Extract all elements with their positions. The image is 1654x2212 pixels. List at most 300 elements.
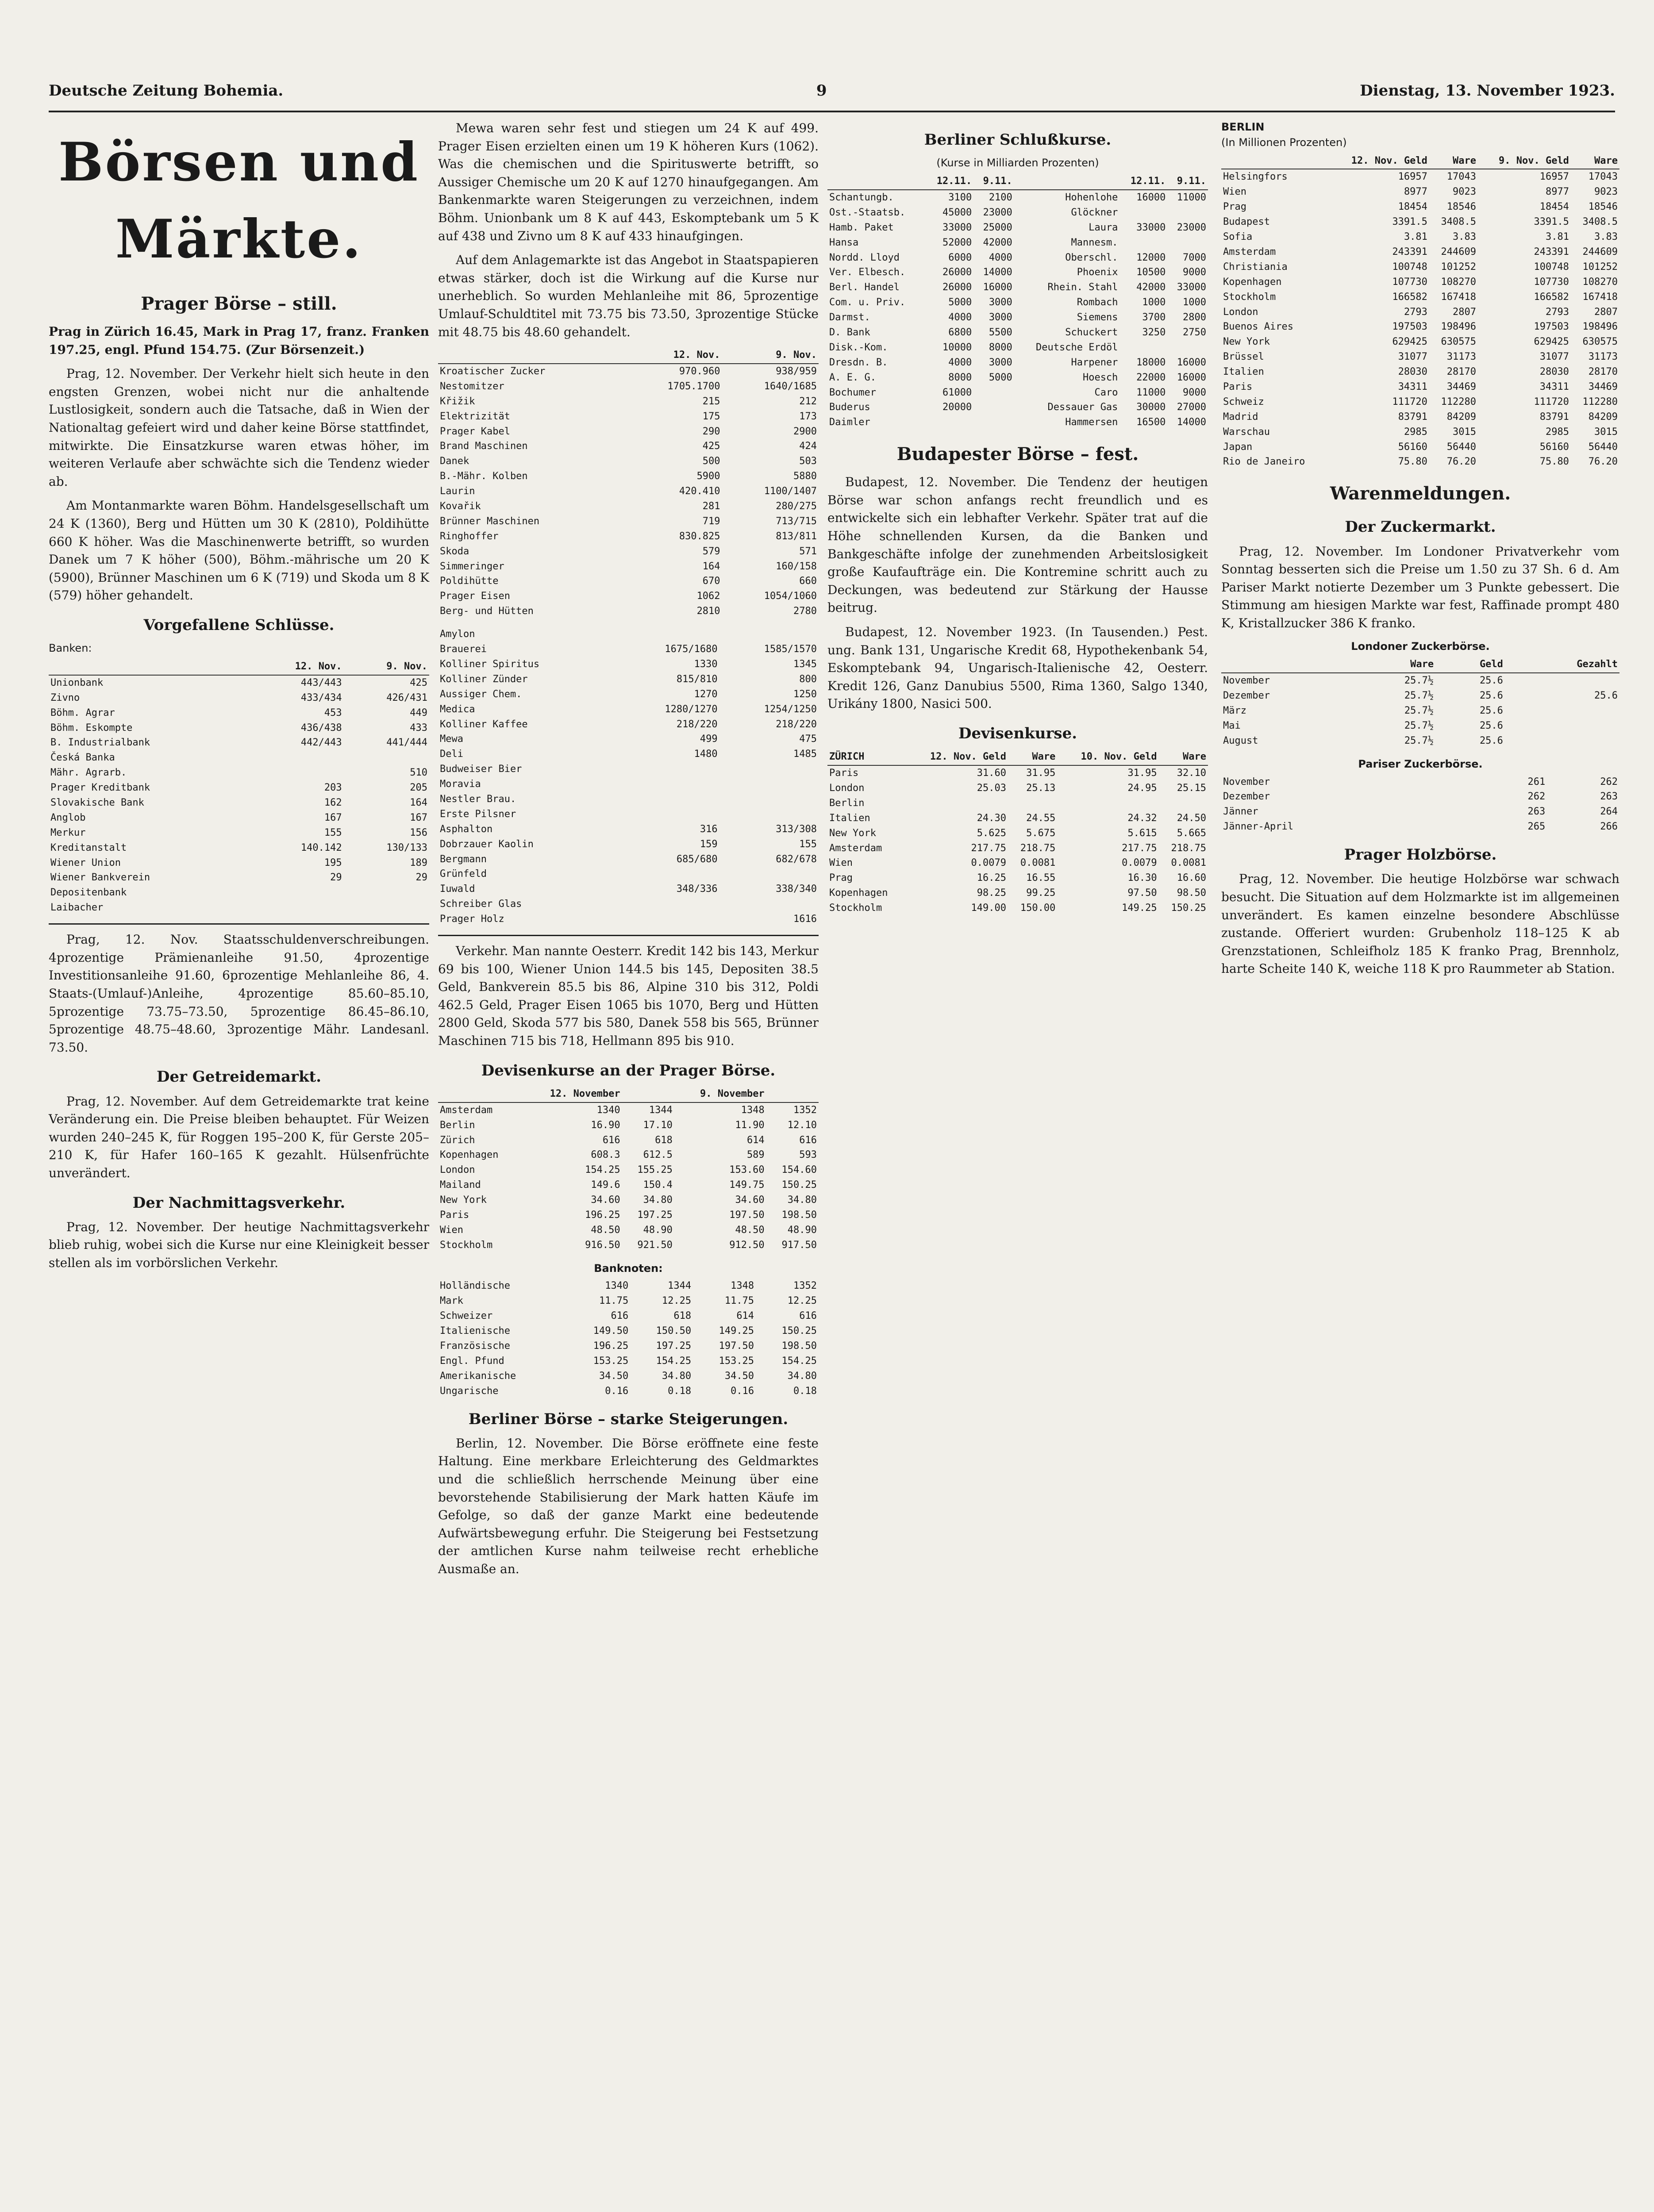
table-cell: 433 bbox=[410, 722, 427, 733]
banks-table bbox=[49, 659, 429, 915]
sugar-text: Prag, 12. November. Im Londoner Privatverkehr vom Sonntag besserten sich die Preise um 1.50 zu 37 Sh. 6 d. Am Pariser Markt notierte Dezember um 3 Punkte gebessert. Die Stimmung am hiesigen Markte war fest, Raffinade prompt 480 K, Kristallzucker 386 K franko. bbox=[1221, 544, 1619, 630]
table-cell: 2800 bbox=[1183, 312, 1206, 323]
table-cell: 18000 bbox=[1136, 357, 1166, 368]
table-cell: 263 bbox=[1527, 806, 1546, 818]
table-cell: Merkur bbox=[50, 827, 86, 838]
table-cell: Böhm. Agrar bbox=[50, 707, 115, 718]
table-cell: Kopenhagen bbox=[829, 887, 888, 899]
table-cell: 26000 bbox=[942, 267, 972, 278]
table-cell: 42000 bbox=[1136, 282, 1166, 293]
table-cell bbox=[719, 792, 819, 807]
table-cell: 31077 bbox=[1398, 351, 1427, 363]
table-row bbox=[827, 295, 1208, 310]
column-1 bbox=[49, 119, 429, 1279]
table-cell: Berl. Handel bbox=[829, 282, 900, 293]
table-cell: 16.25 bbox=[977, 872, 1007, 884]
table-cell: 155 bbox=[324, 827, 342, 838]
table-cell: London bbox=[440, 1164, 475, 1176]
table-row bbox=[1221, 184, 1619, 200]
table-cell bbox=[344, 885, 429, 900]
table-row bbox=[438, 604, 819, 619]
table-cell: 167418 bbox=[1441, 291, 1476, 303]
table-cell: 31.95 bbox=[1127, 768, 1157, 779]
table-cell: 0.16 bbox=[605, 1385, 629, 1397]
table-cell: Mähr. Agrarb. bbox=[50, 767, 127, 779]
table-cell: 27000 bbox=[1177, 402, 1206, 413]
table-cell bbox=[620, 867, 719, 882]
table-row bbox=[438, 627, 819, 642]
table-cell: 425 bbox=[410, 677, 427, 688]
table-row bbox=[438, 1324, 819, 1339]
table-cell: 196.25 bbox=[585, 1209, 620, 1221]
table-row bbox=[1221, 688, 1619, 703]
table-cell: Wien bbox=[440, 1224, 463, 1236]
issue-date: Dienstag, 13. November 1923. bbox=[1360, 82, 1615, 100]
page-number: 9 bbox=[816, 82, 827, 100]
table-cell: Danek bbox=[440, 456, 469, 467]
table-cell: 1054/1060 bbox=[764, 591, 817, 602]
table-cell: 197.25 bbox=[637, 1209, 673, 1221]
table-cell bbox=[620, 777, 719, 792]
table-cell: 25.6 bbox=[1594, 690, 1618, 702]
table-cell: 76.20 bbox=[1446, 456, 1476, 468]
table-cell: November bbox=[1223, 776, 1270, 787]
table-cell: 31173 bbox=[1446, 351, 1476, 363]
table-cell: 56160 bbox=[1539, 441, 1569, 453]
table-cell: 813/811 bbox=[776, 530, 817, 542]
table-cell: 616 bbox=[799, 1310, 817, 1322]
table-cell bbox=[719, 777, 819, 792]
table-cell: 61000 bbox=[942, 387, 972, 398]
table-cell: 1344 bbox=[668, 1280, 692, 1292]
table-cell: A. E. G. bbox=[829, 372, 876, 383]
table-cell: 442/443 bbox=[300, 737, 342, 749]
table-row bbox=[1221, 775, 1619, 790]
table-cell: Amsterdam bbox=[440, 1104, 493, 1116]
table-row bbox=[438, 912, 819, 927]
table-row bbox=[438, 1163, 819, 1178]
paris-sugar-table bbox=[1221, 775, 1619, 835]
berlin-text: Berlin, 12. November. Die Börse eröffnete eine feste Haltung. Eine merkbare Erleichterung des Geldmarktes und die schließlich herrschende Meinung über eine bevorstehende Stabilisierung der Mark hatten Käufe im Gefolge, so daß der ganze Markt eine bedeutende Aufwärtsbewegung erfuhr. Die Steigerung bei Festsetzung der amtlichen Kurse nahm teilweise recht erhebliche Ausmaße an. bbox=[438, 1436, 819, 1576]
column-3 bbox=[827, 119, 1208, 924]
table-cell: 800 bbox=[799, 673, 817, 685]
london-sugar-title: Londoner Zuckerbörse. bbox=[1351, 640, 1490, 653]
table-row bbox=[438, 1384, 819, 1399]
table-cell: November bbox=[1223, 675, 1270, 687]
table-cell: 16000 bbox=[1136, 192, 1166, 203]
table-cell: 17043 bbox=[1446, 171, 1476, 183]
table-cell: 18546 bbox=[1588, 201, 1618, 213]
table-row bbox=[1221, 733, 1619, 749]
table-row bbox=[438, 1148, 819, 1163]
table-cell bbox=[973, 385, 1014, 400]
wood-text: Prag, 12. November. Die heutige Holzbörse war schwach besucht. Die Situation auf dem Holzmarkte ist im allgemeinen unverändert. Es kamen einzelne besondere Abschlüsse zustande. Offeriert wurden: Grubenholz 118–125 K ab Grenzstationen, Schleifholz 185 K franko Prag, Brennholz, harte Scheite 140 K, weiche 118 K pro Raummeter ab Station. bbox=[1221, 872, 1619, 976]
table-row bbox=[827, 355, 1208, 370]
table-cell: Prag bbox=[1223, 201, 1246, 213]
table-row bbox=[49, 735, 429, 750]
table-cell: 48.90 bbox=[787, 1224, 817, 1236]
table-cell: 108270 bbox=[1441, 276, 1476, 288]
table-cell: 11.75 bbox=[599, 1295, 629, 1307]
page-header bbox=[49, 71, 1615, 112]
table-cell: 815/810 bbox=[676, 673, 718, 685]
table-cell: Amerikanische bbox=[440, 1370, 516, 1382]
table-cell: 2793 bbox=[1404, 306, 1427, 318]
table-cell: 8000 bbox=[948, 372, 972, 383]
table-cell: 31.60 bbox=[977, 768, 1007, 779]
grain-title: Der Getreidemarkt. bbox=[156, 1068, 322, 1086]
table-row bbox=[827, 235, 1208, 250]
table-cell: Oberschl. bbox=[1065, 252, 1118, 263]
table-row bbox=[1221, 380, 1619, 395]
table-cell: Com. u. Priv. bbox=[829, 297, 906, 308]
table-row bbox=[438, 469, 819, 484]
state-bonds-text: Prag, 12. Nov. Staatsschuldenverschreibungen. 4prozentige Prämienanleihe 91.50, 4prozentige Investitionsanleihe 91.60, 6prozentige Mehlanleihe 86, 4. Staats-(Umlauf-)Anleihe, 4prozentige 85.60–85.10, 5prozentige 73.75–73.50, 5prozentige 86.45–86.10, 5prozentige 48.75–48.60, 3prozentige Mähr. Landesanl. 73.50. bbox=[49, 932, 429, 1055]
table-row bbox=[438, 1133, 819, 1148]
table-cell: 5500 bbox=[989, 327, 1012, 338]
table-cell: 33000 bbox=[1177, 282, 1206, 293]
table-cell: 149.6 bbox=[591, 1179, 620, 1191]
table-cell: 29 bbox=[415, 872, 427, 883]
table-cell: 112280 bbox=[1441, 396, 1476, 407]
table-cell bbox=[344, 750, 429, 765]
table-cell: 244609 bbox=[1441, 246, 1476, 257]
fx-title: Devisenkurse an der Prager Börse. bbox=[481, 1061, 776, 1079]
table-cell: 685/680 bbox=[676, 853, 718, 865]
table-row bbox=[827, 811, 1208, 826]
table-cell: Brauerei bbox=[440, 644, 487, 655]
table-cell: 101252 bbox=[1582, 261, 1618, 273]
table-cell bbox=[1505, 718, 1619, 733]
table-cell: 197503 bbox=[1392, 321, 1427, 333]
newspaper-name: Deutsche Zeitung Bohemia. bbox=[49, 82, 284, 100]
table-cell: 16957 bbox=[1398, 171, 1427, 183]
table-cell: 5.625 bbox=[977, 827, 1007, 839]
table-cell: Prager Kreditbank bbox=[50, 782, 150, 794]
table-row bbox=[49, 795, 429, 810]
credit-text: Verkehr. Man nannte Oesterr. Kredit 142 bis 143, Merkur 69 bis 100, Wiener Union 144.5 bis 145, Depositen 38.5 Geld, Bankverein 85.5 bis 86, Alpine 310 bis 312, Poldi 462.5 Geld, Prager Eisen 1065 bis 1070, Berg und Hütten 2800 Geld, Skoda 577 bis 580, Danek 558 bis 565, Brünner Maschinen 715 bis 718, Hellmann 895 bis 910. bbox=[438, 943, 819, 1048]
table-row bbox=[438, 777, 819, 792]
table-cell: 34.80 bbox=[787, 1370, 817, 1382]
table-row bbox=[827, 765, 1208, 781]
table-cell: Paris bbox=[440, 1209, 469, 1221]
table-cell: 56160 bbox=[1398, 441, 1427, 453]
table-cell: 155.25 bbox=[637, 1164, 673, 1176]
table-cell: Berlin bbox=[829, 797, 865, 809]
table-cell: 9000 bbox=[1183, 267, 1206, 278]
table-row bbox=[438, 867, 819, 882]
table-cell: Holländische bbox=[440, 1280, 510, 1292]
table-cell: Italienische bbox=[440, 1325, 510, 1337]
table-row bbox=[438, 1339, 819, 1354]
table-cell: 25.7½ bbox=[1404, 735, 1434, 746]
table-cell: Madrid bbox=[1223, 411, 1258, 422]
table-cell: Daimler bbox=[829, 417, 870, 428]
table-row bbox=[438, 642, 819, 657]
table-row bbox=[1221, 319, 1619, 334]
table-cell: 153.60 bbox=[729, 1164, 765, 1176]
table-cell: 8977 bbox=[1404, 186, 1427, 198]
table-cell: 348/336 bbox=[676, 883, 718, 895]
table-row bbox=[49, 691, 429, 706]
table-cell: 25.7½ bbox=[1404, 720, 1434, 731]
table-cell bbox=[719, 897, 819, 912]
table-cell: Zürich bbox=[440, 1134, 475, 1146]
table-cell: 197.50 bbox=[719, 1340, 754, 1352]
table-cell: 3000 bbox=[989, 297, 1012, 308]
table-row bbox=[49, 675, 429, 691]
table-cell: New York bbox=[440, 1194, 487, 1206]
table-row bbox=[49, 706, 429, 721]
table-cell: 24.95 bbox=[1127, 783, 1157, 794]
table-cell bbox=[1008, 796, 1057, 811]
table-cell: 16000 bbox=[1177, 357, 1206, 368]
table-cell: 4000 bbox=[948, 357, 972, 368]
table-cell: 218.75 bbox=[1020, 842, 1056, 854]
table-cell: Dresdn. B. bbox=[829, 357, 888, 368]
table-cell: Kolliner Kaffee bbox=[440, 718, 528, 730]
table-row bbox=[438, 1208, 819, 1223]
table-cell: 612.5 bbox=[643, 1149, 673, 1161]
table-cell: 3391.5 bbox=[1534, 216, 1569, 228]
table-cell: 26000 bbox=[942, 282, 972, 293]
berlin-close-subtitle: (Kurse in Milliarden Prozenten) bbox=[936, 157, 1099, 169]
table-cell: 156 bbox=[410, 827, 427, 838]
table-cell: Zivno bbox=[50, 692, 80, 703]
table-cell: Anglob bbox=[50, 812, 86, 823]
table-cell: 154.25 bbox=[781, 1355, 817, 1367]
table-cell: Dobrzauer Kaolin bbox=[440, 838, 534, 850]
table-cell: Hansa bbox=[829, 237, 859, 248]
table-row bbox=[438, 439, 819, 454]
table-row bbox=[827, 265, 1208, 280]
table-row bbox=[1221, 305, 1619, 320]
misc-table bbox=[438, 627, 819, 927]
table-cell: Schweiz bbox=[1223, 396, 1264, 407]
table-cell: 16500 bbox=[1136, 417, 1166, 428]
table-cell: 154.25 bbox=[656, 1355, 692, 1367]
table-cell: 1345 bbox=[793, 658, 817, 670]
table-cell: 290 bbox=[702, 426, 720, 437]
table-row bbox=[49, 856, 429, 871]
table-cell: London bbox=[1223, 306, 1258, 318]
table-row bbox=[827, 856, 1208, 871]
table-cell: 830.825 bbox=[679, 530, 720, 542]
table-cell: 11.90 bbox=[735, 1119, 765, 1131]
table-cell: 917.50 bbox=[781, 1239, 817, 1251]
table-cell: 0.0079 bbox=[971, 857, 1007, 869]
section-title: Börsen und Märkte. bbox=[58, 131, 419, 270]
table-cell: 212 bbox=[799, 396, 817, 407]
table-cell: Wien bbox=[1223, 186, 1246, 198]
table-cell: 579 bbox=[702, 545, 720, 557]
table-row bbox=[1221, 395, 1619, 410]
london-sugar-table: Ware Geld Gezahlt November 25.7½ 25.6 Dezember 25.7½ 25.6 25.6 März 25.7½ 25.6 Mai 25.7½ 25.6 August 25.7½ 25.6 bbox=[1221, 657, 1619, 748]
table-cell: 499 bbox=[700, 733, 718, 745]
table-row bbox=[49, 810, 429, 826]
table-row bbox=[438, 807, 819, 822]
table-cell: 16.90 bbox=[591, 1119, 620, 1131]
table-cell: 195 bbox=[324, 857, 342, 868]
fx-table: 12. November 9. November Amsterdam 1340 1344 1348 1352 Berlin 16.90 17.10 11.90 12.10 Zürich 616 618 614 616 Kopenhagen 608.3 612.5 589 593 London 154.25 155.25 153.60 154.60 Mailand 149.6 150.4 149.75 150.25 New York 34.60 34.80 34.60 34.80 Paris 196.25 197.25 197.50 198.50 Wien 48.50 48.90 48.50 48.90 Stockholm 916.50 921.50 912.50 917.50 bbox=[438, 1086, 819, 1253]
table-cell: 162 bbox=[324, 797, 342, 809]
table-cell: 84209 bbox=[1446, 411, 1476, 422]
table-cell: 8977 bbox=[1545, 186, 1569, 198]
table-cell bbox=[1167, 340, 1208, 355]
table-cell: Slovakische Bank bbox=[50, 797, 144, 809]
table-cell: 280/275 bbox=[776, 501, 817, 512]
table-cell: 17.10 bbox=[643, 1119, 673, 1131]
table-row bbox=[438, 1102, 819, 1118]
table-cell: 1348 bbox=[731, 1280, 754, 1292]
budapest-title: Budapester Börse – fest. bbox=[896, 444, 1139, 465]
table-cell: 34.60 bbox=[591, 1194, 620, 1206]
table-cell: 1480 bbox=[694, 749, 718, 760]
table-cell: 4000 bbox=[989, 252, 1012, 263]
table-row bbox=[827, 190, 1208, 205]
table-row bbox=[438, 687, 819, 702]
table-cell: 218/220 bbox=[776, 718, 817, 730]
table-cell: 5000 bbox=[989, 372, 1012, 383]
table-cell: 197.25 bbox=[656, 1340, 692, 1352]
table-row bbox=[438, 1279, 819, 1294]
table-cell: 5000 bbox=[948, 297, 972, 308]
table-cell: Simmeringer bbox=[440, 561, 504, 572]
table-cell bbox=[973, 400, 1014, 415]
table-cell: Nordd. Lloyd bbox=[829, 252, 900, 263]
table-cell: 433/434 bbox=[300, 692, 342, 703]
table-cell: 20000 bbox=[942, 402, 972, 413]
table-row bbox=[438, 792, 819, 807]
table-cell: Mannesm. bbox=[1071, 237, 1118, 248]
table-cell: 1640/1685 bbox=[764, 380, 817, 392]
table-cell: 266 bbox=[1600, 821, 1618, 833]
table-row bbox=[827, 415, 1208, 430]
table-cell: 150.25 bbox=[781, 1179, 817, 1191]
table-cell: 107730 bbox=[1534, 276, 1569, 288]
table-cell: 1280/1270 bbox=[665, 703, 718, 715]
table-cell: Kolliner Spiritus bbox=[440, 658, 540, 670]
table-cell: 34311 bbox=[1398, 381, 1427, 392]
table-cell: Rio de Janeiro bbox=[1223, 456, 1305, 468]
table-cell bbox=[719, 867, 819, 882]
table-cell: Schantungb. bbox=[829, 192, 894, 203]
table-cell: 1340 bbox=[596, 1104, 620, 1116]
table-cell: Paris bbox=[829, 768, 859, 779]
table-cell: Berg- und Hütten bbox=[440, 606, 534, 617]
table-cell: 56440 bbox=[1588, 441, 1618, 453]
table-cell: 3.83 bbox=[1594, 231, 1618, 243]
table-cell: 140.142 bbox=[300, 842, 342, 853]
table-cell: 9000 bbox=[1183, 387, 1206, 398]
table-row bbox=[438, 1369, 819, 1384]
table-row bbox=[438, 424, 819, 439]
table-cell: Nestomitzer bbox=[440, 380, 504, 392]
table-cell: Poldihütte bbox=[440, 576, 499, 587]
table-cell: 449 bbox=[410, 707, 427, 718]
table-cell: 2793 bbox=[1545, 306, 1569, 318]
table-cell: 16000 bbox=[1177, 372, 1206, 383]
table-cell: Depositenbank bbox=[50, 887, 127, 899]
table-cell: 10000 bbox=[942, 342, 972, 353]
table-row bbox=[438, 364, 819, 379]
table-cell: 316 bbox=[700, 823, 718, 835]
table-cell: London bbox=[829, 783, 865, 794]
table-cell: 6000 bbox=[948, 252, 972, 263]
table-cell: Christiania bbox=[1223, 261, 1288, 273]
table-cell: Prager Eisen bbox=[440, 591, 510, 602]
table-cell: 593 bbox=[799, 1149, 817, 1161]
table-cell: 1254/1250 bbox=[764, 703, 817, 715]
table-cell: 23000 bbox=[1177, 222, 1206, 233]
table-cell: 198.50 bbox=[781, 1340, 817, 1352]
table-cell: 670 bbox=[702, 576, 720, 587]
table-cell: 7000 bbox=[1183, 252, 1206, 263]
table-cell: 912.50 bbox=[729, 1239, 765, 1251]
table-cell: 218.75 bbox=[1171, 842, 1206, 854]
divider bbox=[49, 923, 429, 925]
table-cell: 99.25 bbox=[1026, 887, 1056, 899]
table-cell: Unionbank bbox=[50, 677, 104, 688]
wares-title: Warenmeldungen. bbox=[1330, 483, 1511, 504]
table-row bbox=[49, 885, 429, 900]
table-cell: 616 bbox=[602, 1134, 620, 1146]
table-cell: 614 bbox=[746, 1134, 765, 1146]
table-cell: B. Industrialbank bbox=[50, 737, 150, 749]
table-cell: Schuckert bbox=[1065, 327, 1118, 338]
table-cell: 130/133 bbox=[386, 842, 427, 853]
table-cell: 1330 bbox=[694, 658, 718, 670]
table-row bbox=[827, 385, 1208, 400]
column-4 bbox=[1221, 119, 1619, 984]
table-cell: Mark bbox=[440, 1295, 463, 1307]
table-cell: 25.6 bbox=[1479, 735, 1503, 746]
table-cell: 31173 bbox=[1588, 351, 1618, 363]
table-cell: Amylon bbox=[440, 629, 475, 640]
table-cell bbox=[620, 792, 719, 807]
table-cell: 500 bbox=[702, 456, 720, 467]
table-row bbox=[438, 762, 819, 777]
table-row bbox=[827, 310, 1208, 325]
table-cell: 160/158 bbox=[776, 561, 817, 572]
table-cell: 149.25 bbox=[719, 1325, 754, 1337]
table-cell: 262 bbox=[1527, 791, 1546, 803]
table-cell: 16.30 bbox=[1127, 872, 1157, 884]
table-cell: 34.50 bbox=[599, 1370, 629, 1382]
table-cell: 3408.5 bbox=[1441, 216, 1476, 228]
table-cell: 22000 bbox=[1136, 372, 1166, 383]
table-cell: Budweiser Bier bbox=[440, 764, 522, 775]
table-cell: 14000 bbox=[1177, 417, 1206, 428]
table-cell: 97.50 bbox=[1127, 887, 1157, 899]
table-cell: 425 bbox=[702, 441, 720, 452]
table-cell: 0.18 bbox=[668, 1385, 692, 1397]
sugar-title: Der Zuckermarkt. bbox=[1345, 518, 1496, 536]
table-cell: Paris bbox=[1223, 381, 1253, 392]
table-cell: 33000 bbox=[1136, 222, 1166, 233]
table-row bbox=[438, 1238, 819, 1253]
table-cell: 100748 bbox=[1392, 261, 1427, 273]
table-cell: 101252 bbox=[1441, 261, 1476, 273]
table-cell: 5900 bbox=[696, 471, 720, 482]
table-cell: 196.25 bbox=[593, 1340, 629, 1352]
table-cell: 189 bbox=[410, 857, 427, 868]
table-cell: 443/443 bbox=[300, 677, 342, 688]
table-cell: 1062 bbox=[696, 591, 720, 602]
table-cell: 510 bbox=[410, 767, 427, 779]
table-cell: Sofia bbox=[1223, 231, 1253, 243]
table-cell bbox=[719, 807, 819, 822]
